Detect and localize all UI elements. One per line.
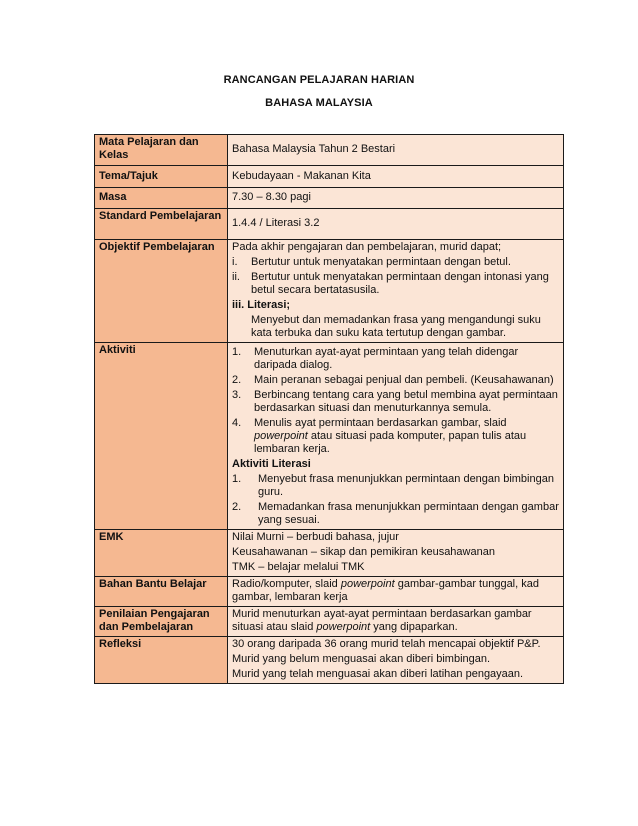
table-row-mata-pelajaran bbox=[95, 135, 564, 166]
row-label: EMK bbox=[95, 530, 228, 577]
item-number: i. bbox=[232, 256, 238, 268]
item-text: Menuturkan ayat-ayat permintaan yang telah didengar daripada dialog. bbox=[254, 346, 519, 371]
item-text: Bertutur untuk menyatakan permintaan dengan intonasi yang betul secara bertatasusila. bbox=[251, 271, 549, 296]
row-label: Refleksi bbox=[95, 637, 228, 684]
row-value bbox=[228, 637, 564, 684]
item-text: Bertutur untuk menyatakan permintaan dengan betul. bbox=[251, 256, 511, 268]
row-value: Bahasa Malaysia Tahun 2 Bestari bbox=[228, 135, 564, 166]
text-part: Murid menuturkan ayat-ayat permintaan berdasarkan gambar situasi atau slaid bbox=[232, 608, 532, 633]
table-row-emk bbox=[95, 530, 564, 577]
item-number: 3. bbox=[232, 389, 242, 401]
row-value bbox=[228, 240, 564, 343]
table-row-standard bbox=[95, 209, 564, 240]
row-value: 7.30 – 8.30 pagi bbox=[228, 188, 564, 209]
row-label: Masa bbox=[95, 188, 228, 209]
text-part: yang dipaparkan. bbox=[370, 621, 458, 633]
row-value bbox=[228, 607, 564, 637]
lesson-plan-table bbox=[94, 134, 564, 684]
item-text-part: Menulis ayat permintaan berdasarkan gambar, slaid bbox=[254, 417, 507, 429]
emk-line: Nilai Murni – berbudi bahasa, jujur bbox=[232, 531, 399, 543]
item-number: 4. bbox=[232, 417, 242, 429]
emk-line: TMK – belajar melalui TMK bbox=[232, 561, 365, 573]
text-emphasis: powerpoint bbox=[316, 621, 371, 633]
item-text bbox=[254, 417, 559, 456]
emk-line: Keusahawanan – sikap dan pemikiran keusahawanan bbox=[232, 546, 495, 558]
row-value bbox=[228, 577, 564, 607]
row-label: Objektif Pembelajaran bbox=[95, 240, 228, 343]
list-item bbox=[232, 389, 559, 415]
refleksi-line: Murid yang belum menguasai akan diberi bimbingan. bbox=[232, 653, 491, 665]
table-row-masa bbox=[95, 188, 564, 209]
row-value: 1.4.4 / Literasi 3.2 bbox=[228, 209, 564, 240]
row-label: Bahan Bantu Belajar bbox=[95, 577, 228, 607]
row-label: Standard Pembelajaran bbox=[95, 209, 228, 240]
refleksi-line: Murid yang telah menguasai akan diberi latihan pengayaan. bbox=[232, 668, 524, 680]
table-row-bahan-bantu bbox=[95, 577, 564, 607]
item-number: 1. bbox=[232, 346, 242, 358]
list-item bbox=[232, 346, 559, 372]
list-item bbox=[232, 501, 559, 527]
item-text-emphasis: powerpoint bbox=[254, 430, 308, 442]
list-item bbox=[232, 417, 559, 456]
text-part: gambar-gambar tunggal, kad gambar, lembaran kerja bbox=[232, 578, 539, 603]
list-item bbox=[232, 374, 559, 387]
document-title: RANCANGAN PELAJARAN HARIAN bbox=[223, 74, 415, 86]
item-text: Berbincang tentang cara yang betul membina ayat permintaan berdasarkan situasi dan menuturkannya semula. bbox=[254, 389, 558, 414]
row-value bbox=[228, 343, 564, 530]
row-label: Aktiviti bbox=[95, 343, 228, 530]
row-label: Tema/Tajuk bbox=[95, 166, 228, 188]
row-label: Penilaian Pengajaran dan Pembelajaran bbox=[95, 607, 228, 637]
item-number: 2. bbox=[232, 501, 242, 513]
item-text: Main peranan sebagai penjual dan pembeli. (Keusahawanan) bbox=[254, 374, 554, 386]
text-part: Radio/komputer, slaid bbox=[232, 578, 341, 590]
item-number: ii. bbox=[232, 271, 240, 283]
objektif-intro: Pada akhir pengajaran dan pembelajaran, murid dapat; bbox=[232, 241, 502, 253]
item-number: 1. bbox=[232, 473, 242, 485]
table-row-tema bbox=[95, 166, 564, 188]
literasi-label: iii. Literasi; bbox=[232, 299, 291, 311]
list-item bbox=[232, 473, 559, 499]
row-label: Mata Pelajaran dan Kelas bbox=[95, 135, 228, 166]
text-emphasis: powerpoint bbox=[340, 578, 395, 590]
literasi-text: Menyebut dan memadankan frasa yang mengandungi suku kata terbuka dan suku kata tertutup dengan gambar. bbox=[251, 314, 541, 339]
list-item bbox=[232, 256, 559, 269]
item-text: Memadankan frasa menunjukkan permintaan dengan gambar yang sesuai. bbox=[258, 501, 559, 526]
row-value: Kebudayaan - Makanan Kita bbox=[228, 166, 564, 188]
table-row-aktiviti bbox=[95, 343, 564, 530]
table-row-objektif bbox=[95, 240, 564, 343]
item-text-part: atau situasi pada komputer, papan tulis atau lembaran kerja. bbox=[254, 430, 527, 455]
table-row-refleksi bbox=[95, 637, 564, 684]
list-item bbox=[232, 271, 559, 297]
item-number: 2. bbox=[232, 374, 242, 386]
item-text: Menyebut frasa menunjukkan permintaan dengan bimbingan guru. bbox=[258, 473, 554, 498]
document-subtitle: BAHASA MALAYSIA bbox=[265, 97, 373, 109]
table-row-penilaian bbox=[95, 607, 564, 637]
refleksi-line: 30 orang daripada 36 orang murid telah mencapai objektif P&P. bbox=[232, 638, 541, 650]
literasi-heading: Aktiviti Literasi bbox=[232, 458, 311, 470]
row-value bbox=[228, 530, 564, 577]
